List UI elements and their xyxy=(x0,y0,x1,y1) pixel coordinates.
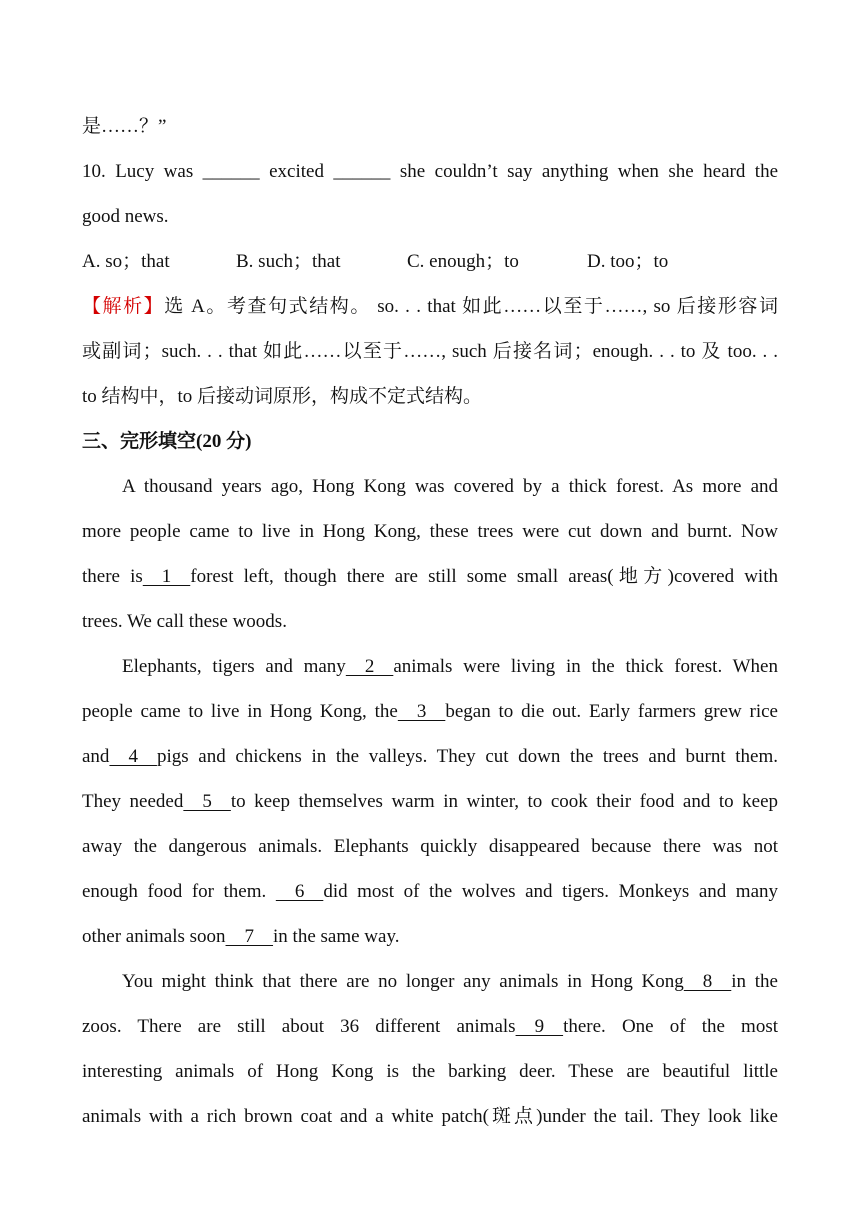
p1-line2: more people came to live in Hong Kong, these trees were cut down and burnt. Now xyxy=(82,521,778,542)
p3-line3: interesting animals of Hong Kong is the barking deer. These are beautiful little xyxy=(82,1061,778,1082)
text: began to die out. Early farmers grew rice xyxy=(445,701,778,722)
blank-9: 9 xyxy=(515,1016,564,1037)
p3-line2 xyxy=(82,1015,778,1039)
text: there. One of the most xyxy=(563,1016,778,1037)
p2-line2 xyxy=(82,700,778,724)
text: forest left, though there are still some small areas(地方)covered with xyxy=(190,566,778,587)
text: in the xyxy=(731,971,778,992)
text: animals were living in the thick forest. When xyxy=(393,656,778,677)
p1-line3 xyxy=(82,565,778,589)
p2-line7 xyxy=(82,925,778,949)
section-title: 三、完形填空(20 分) xyxy=(82,431,252,452)
option-a: A. so；that xyxy=(82,251,170,272)
blank-8: 8 xyxy=(683,971,732,992)
blank-2: 2 xyxy=(345,656,394,677)
analysis-tag: 【解析】 xyxy=(82,296,165,317)
text: You might think that there are no longer any animals in Hong Kong xyxy=(122,971,684,992)
text: did most of the wolves and tigers. Monkeys and many xyxy=(323,881,779,902)
blank-6: 6 xyxy=(275,881,324,902)
text: and xyxy=(82,746,110,767)
blank-7: 7 xyxy=(225,926,274,947)
option-d: D. too；to xyxy=(587,251,669,272)
p1-line1: A thousand years ago, Hong Kong was covered by a thick forest. As more and xyxy=(122,476,778,497)
option-c: C. enough；to xyxy=(407,251,519,272)
p2-line5: away the dangerous animals. Elephants quickly disappeared because there was not xyxy=(82,836,778,857)
blank-5: 5 xyxy=(183,791,231,812)
p1-line4: trees. We call these woods. xyxy=(82,611,287,632)
q10-stem-line1: 10. Lucy was ______ excited ______ she couldn’t say anything when she heard the xyxy=(82,161,778,182)
p3-line4: animals with a rich brown coat and a white patch(斑点)under the tail. They look like xyxy=(82,1106,778,1127)
q10-stem-line2: good news. xyxy=(82,206,169,227)
text: there is xyxy=(82,566,143,587)
p2-line1 xyxy=(82,655,778,679)
analysis-text: 选 A。考查句式结构。 so. . . that 如此……以至于……, so 后接形容词 xyxy=(164,296,778,317)
blank-4: 4 xyxy=(109,746,157,767)
p3-line1 xyxy=(82,970,778,994)
text: to keep themselves warm in winter, to cook their food and to keep xyxy=(230,791,779,812)
text: people came to live in Hong Kong, the xyxy=(82,701,398,722)
p2-line4 xyxy=(82,790,778,814)
text: Elephants, tigers and many xyxy=(122,656,346,677)
text: other animals soon xyxy=(82,926,226,947)
p2-line3 xyxy=(82,745,778,769)
blank-1: 1 xyxy=(142,566,191,587)
text: pigs and chickens in the valleys. They cut down the trees and burnt them. xyxy=(156,746,778,767)
analysis-line1 xyxy=(82,295,778,319)
text: They needed xyxy=(82,791,184,812)
text: zoos. There are still about 36 different animals xyxy=(82,1016,516,1037)
text: enough food for them. xyxy=(82,881,276,902)
analysis-line2: 或副词；such. . . that 如此……以至于……, such 后接名词；enough. . . to 及 too. . . xyxy=(82,341,778,362)
blank-3: 3 xyxy=(397,701,446,722)
option-b: B. such；that xyxy=(236,251,341,272)
p2-line6 xyxy=(82,880,778,904)
analysis-line3: to 结构中，to 后接动词原形，构成不定式结构。 xyxy=(82,386,483,407)
q9-tail: 是……？” xyxy=(82,116,167,137)
text: in the same way. xyxy=(273,926,400,947)
